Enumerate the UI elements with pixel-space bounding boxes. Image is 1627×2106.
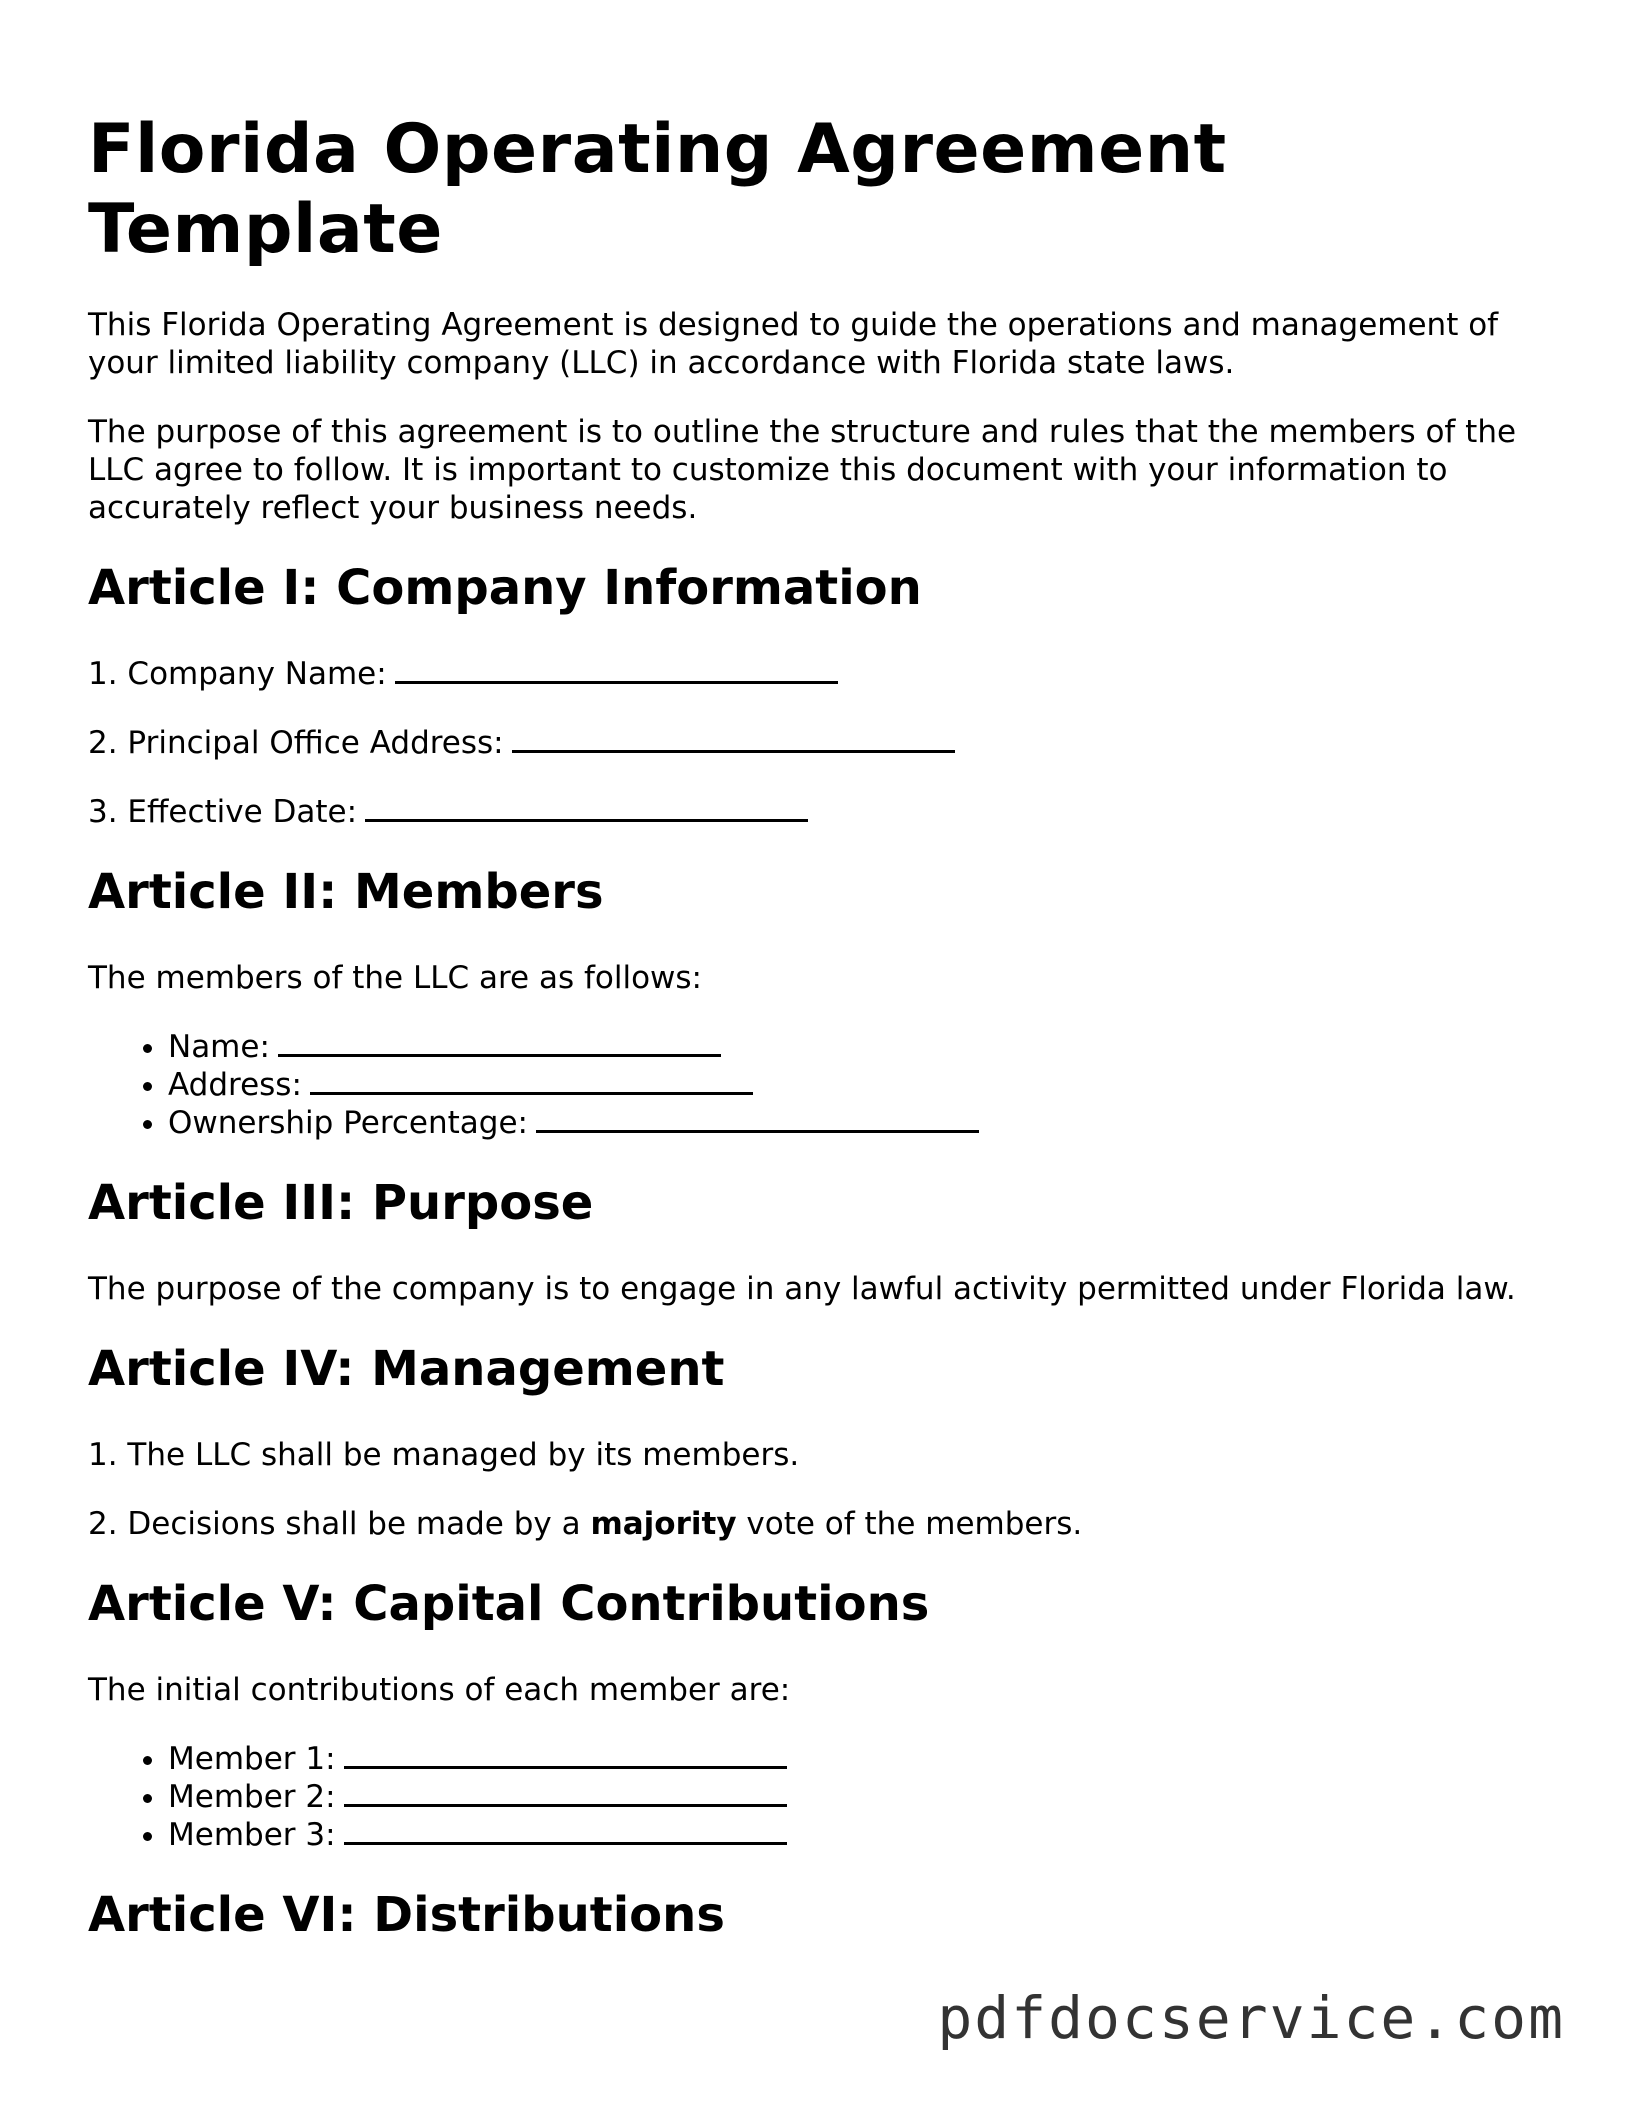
field-label: Ownership Percentage: [168,1105,528,1141]
article-6-heading: Article VI: Distributions [88,1887,725,1943]
blank-line [344,1740,787,1769]
field-label: Name: [168,1029,270,1065]
text-segment: vote of the members. [746,1506,1083,1542]
article-2-heading: Article II: Members [88,864,604,920]
text-segment: 2. Decisions shall be made by a [88,1506,581,1542]
effective-date-field [88,793,1538,831]
field-label: Member 1: [168,1741,336,1777]
document-title: Florida Operating Agreement Template [88,110,1227,269]
blank-line [536,1104,979,1133]
list-item [168,1740,1538,1778]
intro-paragraph: The purpose of this agreement is to outline the structure and rules that the members of the LLC agree to follow. It is important to customize this document with your information to accurately reflect your business needs. [88,414,1517,526]
management-item-2 [88,1505,1538,1543]
field-label: 2. Principal Office Address: [88,725,504,761]
field-label: Member 3: [168,1817,336,1853]
intro-paragraph: This Florida Operating Agreement is designed to guide the operations and management of your limited liability company (LLC) in accordance with Florida state laws. [88,307,1499,381]
blank-line [310,1066,753,1095]
field-label: 3. Effective Date: [88,794,358,830]
blank-line [278,1028,721,1057]
list-item [168,1778,1538,1816]
blank-line [365,793,808,822]
blank-line [344,1816,787,1845]
members-intro: The members of the LLC are as follows: [88,960,702,996]
blank-line [395,655,838,684]
article-1-heading: Article I: Company Information [88,560,922,616]
contributions-intro: The initial contributions of each member are: [88,1672,791,1708]
field-label: 1. Company Name: [88,656,387,692]
article-5-heading: Article V: Capital Contributions [88,1576,930,1632]
emphasis-majority: majority [590,1506,737,1542]
blank-line [512,724,955,753]
list-item [168,1066,1538,1104]
list-item [168,1104,1538,1142]
purpose-text: The purpose of the company is to engage in any lawful activity permitted under Florida law. [88,1271,1516,1307]
members-list [88,1028,1538,1142]
company-name-field [88,655,1538,693]
list-item [168,1028,1538,1066]
document-page [88,110,1538,1982]
watermark: pdfdocservice.com [937,1984,1565,2052]
list-item [168,1816,1538,1854]
blank-line [344,1778,787,1807]
management-item-1: 1. The LLC shall be managed by its members. [88,1437,800,1473]
contributions-list [88,1740,1538,1854]
principal-office-field [88,724,1538,762]
field-label: Address: [168,1067,302,1103]
field-label: Member 2: [168,1779,336,1815]
article-3-heading: Article III: Purpose [88,1175,594,1231]
article-4-heading: Article IV: Management [88,1341,725,1397]
